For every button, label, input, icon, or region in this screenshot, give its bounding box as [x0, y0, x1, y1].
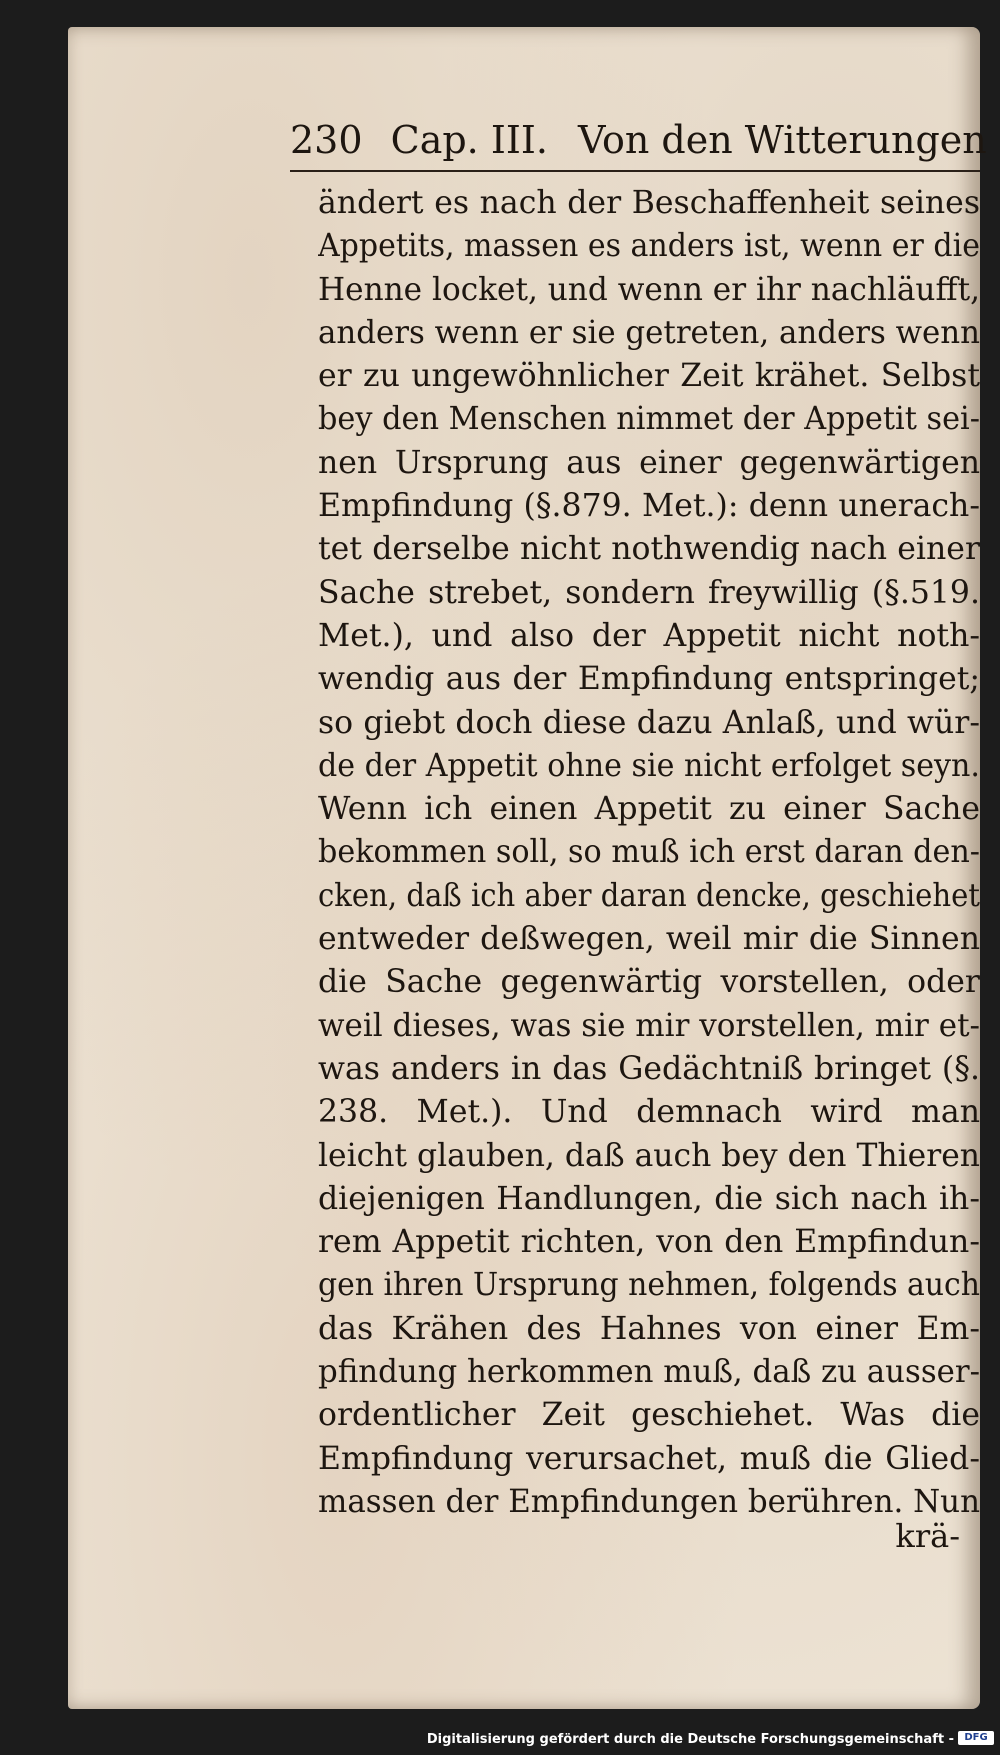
catchword: krä-	[895, 1517, 960, 1555]
text-line: bekommen soll, so muß ich erst daran den-	[318, 834, 980, 871]
dfg-logo: DFG	[958, 1731, 994, 1745]
text-line: cken, daß ich aber daran dencke, geschiehet	[318, 877, 980, 914]
text-line: Empfindung verursachet, muß die Glied-	[318, 1440, 980, 1477]
footer-credit: Digitalisierung gefördert durch die Deutsche Forschungsgemeinschaft -	[426, 1732, 954, 1747]
text-line: was anders in das Gedächtniß bringet (§.	[318, 1050, 980, 1087]
text-line: diejenigen Handlungen, die sich nach ih-	[318, 1180, 980, 1217]
text-line: Henne locket, und wenn er ihr nachläufft,	[318, 271, 980, 308]
text-line: tet derselbe nicht nothwendig nach einer	[318, 531, 980, 568]
text-line: Sache strebet, sondern freywillig (§.519.	[318, 574, 980, 611]
text-line: Met.), und also der Appetit nicht noth-	[318, 617, 980, 654]
running-header	[290, 118, 987, 172]
page-number: 230	[290, 118, 363, 162]
body-text	[318, 182, 980, 1524]
text-line: de der Appetit ohne sie nicht erfolget seyn.	[318, 747, 980, 784]
text-line: ändert es nach der Beschaffenheit seines	[318, 185, 980, 221]
text-line: weil dieses, was sie mir vorstellen, mir et-	[318, 1007, 980, 1044]
text-line: leicht glauben, daß auch bey den Thieren	[318, 1137, 980, 1174]
text-line: die Sache gegenwärtig vorstellen, oder	[318, 964, 980, 1001]
text-line: das Krähen des Hahnes von einer Em-	[318, 1310, 980, 1347]
text-line: rem Appetit richten, von den Empfindun-	[318, 1224, 980, 1261]
text-line: wendig aus der Empfindung entspringet;	[318, 661, 980, 698]
text-line: entweder deßwegen, weil mir die Sinnen	[318, 921, 980, 958]
text-line: gen ihren Ursprung nehmen, folgends auch	[318, 1267, 980, 1304]
header-rule	[290, 170, 980, 172]
digitization-footer	[0, 1728, 1000, 1750]
text-line: bey den Menschen nimmet der Appetit sei-	[318, 401, 980, 438]
text-line: ordentlicher Zeit geschiehet. Was die	[318, 1397, 980, 1434]
text-line: nen Ursprung aus einer gegenwärtigen	[318, 444, 980, 481]
text-line: Appetits, massen es anders ist, wenn er die	[318, 228, 980, 265]
text-line: er zu ungewöhnlicher Zeit krähet. Selbst	[318, 358, 980, 395]
text-line: anders wenn er sie getreten, anders wenn	[318, 314, 980, 351]
text-line: 238. Met.). Und demnach wird man	[318, 1094, 980, 1131]
running-title: Von den Witterungen	[578, 118, 987, 162]
text-line: Wenn ich einen Appetit zu einer Sache	[318, 791, 980, 828]
text-line: pfindung herkommen muß, daß zu ausser-	[318, 1354, 980, 1391]
chapter-label: Cap. III.	[390, 118, 548, 162]
text-line: so giebt doch diese dazu Anlaß, und wür-	[318, 704, 980, 741]
text-line: Empfindung (§.879. Met.): denn unerach-	[318, 488, 980, 525]
text-line: massen der Empfindungen berühren. Nun	[318, 1483, 980, 1520]
